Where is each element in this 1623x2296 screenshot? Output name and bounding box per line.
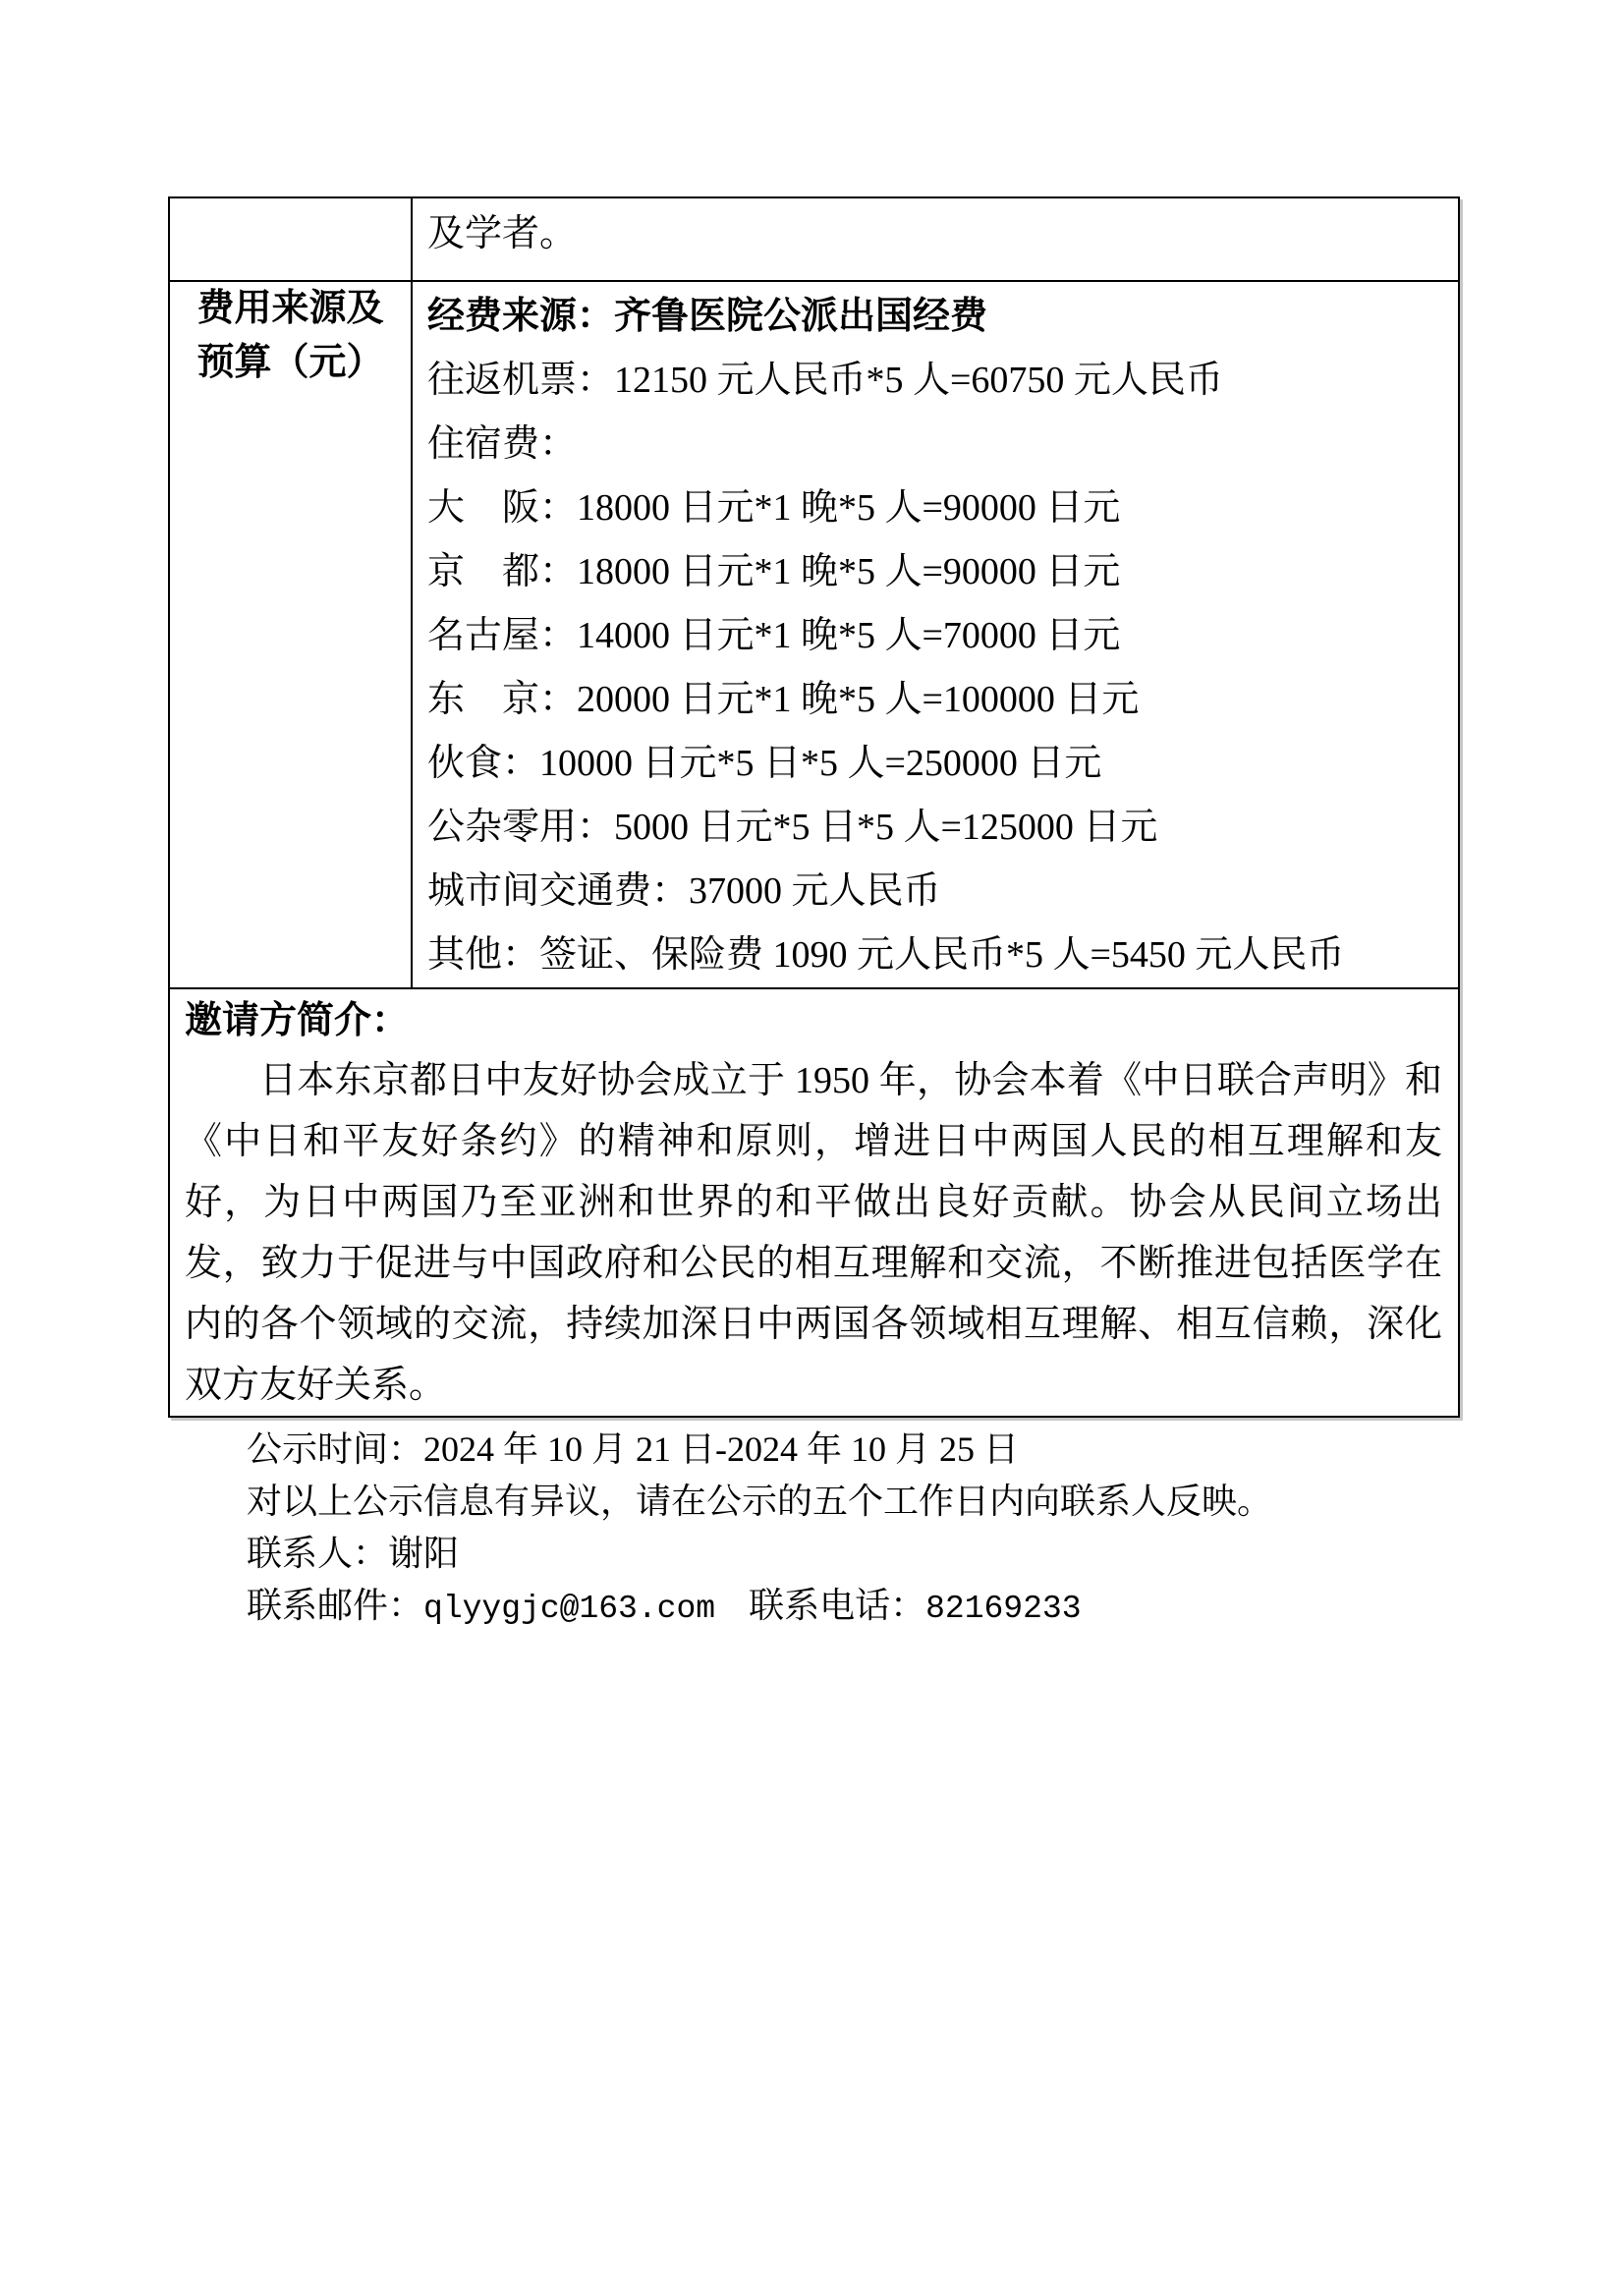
budget-line-nagoya: 名古屋：14000 日元*1 晚*5 人=70000 日元 (427, 615, 1121, 656)
contact-email-value: qlyygjc@163.com (423, 1591, 716, 1627)
footer-block (247, 1424, 1272, 1635)
contact-email-phone-line (247, 1580, 1272, 1635)
objection-notice-line: 对以上公示信息有异议，请在公示的五个工作日内向联系人反映。 (247, 1482, 1273, 1521)
budget-line-tokyo: 东 京：20000 日元*1 晚*5 人=100000 日元 (427, 679, 1140, 720)
inviter-paragraph: 日本东京都日中友好协会成立于 1950 年，协会本着《中日联合声明》和《中日和平友好条约》的精神和原则，增进日中两国人民的相互理解和友好，为日中两国乃至亚洲和世界的和平做出良好贡献。协会从民间立场出发，致力于促进与中国政府和公民的相互理解和交流，不断推进包括医学在内的各个领域的交流，持续加深日中两国各领域相互理解、相互信赖，深化双方友好关系。 (185, 1060, 1442, 1406)
continuation-text: 及学者。 (427, 213, 578, 254)
continuation-empty-cell (169, 197, 412, 281)
budget-content-cell (412, 281, 1459, 988)
inviter-cell (169, 988, 1459, 1417)
budget-line-osaka: 大 阪：18000 日元*1 晚*5 人=90000 日元 (427, 487, 1121, 529)
table-row-continuation (169, 197, 1459, 281)
contact-phone-label: 联系电话： (749, 1586, 926, 1625)
budget-line-lodging-header: 住宿费： (427, 423, 578, 465)
budget-line-airfare: 往返机票：12150 元人民币*5 人=60750 元人民币 (427, 360, 1223, 401)
publicity-period-line: 公示时间：2024 年 10 月 21 日-2024 年 10 月 25 日 (247, 1429, 1019, 1469)
budget-line-other: 其他：签证、保险费 1090 元人民币*5 人=5450 元人民币 (427, 934, 1345, 976)
budget-source-line: 经费来源：齐鲁医院公派出国经费 (427, 296, 988, 337)
budget-line-misc: 公杂零用：5000 日元*5 日*5 人=125000 日元 (427, 807, 1158, 848)
contact-phone-value: 82169233 (925, 1591, 1082, 1627)
contact-person-line: 联系人：谢阳 (247, 1534, 460, 1573)
continuation-text-cell (412, 197, 1459, 281)
budget-line-intercity-transport: 城市间交通费：37000 元人民币 (427, 870, 941, 912)
contact-email-label: 联系邮件： (247, 1586, 424, 1625)
budget-table (168, 196, 1460, 1418)
budget-row-label: 费用来源及预算（元） (169, 281, 412, 988)
table-row-budget (169, 281, 1459, 988)
inviter-heading: 邀请方简介： (185, 1000, 410, 1041)
budget-line-meals: 伙食：10000 日元*5 日*5 人=250000 日元 (427, 743, 1102, 784)
table-row-inviter (169, 988, 1459, 1417)
budget-line-kyoto: 京 都：18000 日元*1 晚*5 人=90000 日元 (427, 551, 1121, 592)
